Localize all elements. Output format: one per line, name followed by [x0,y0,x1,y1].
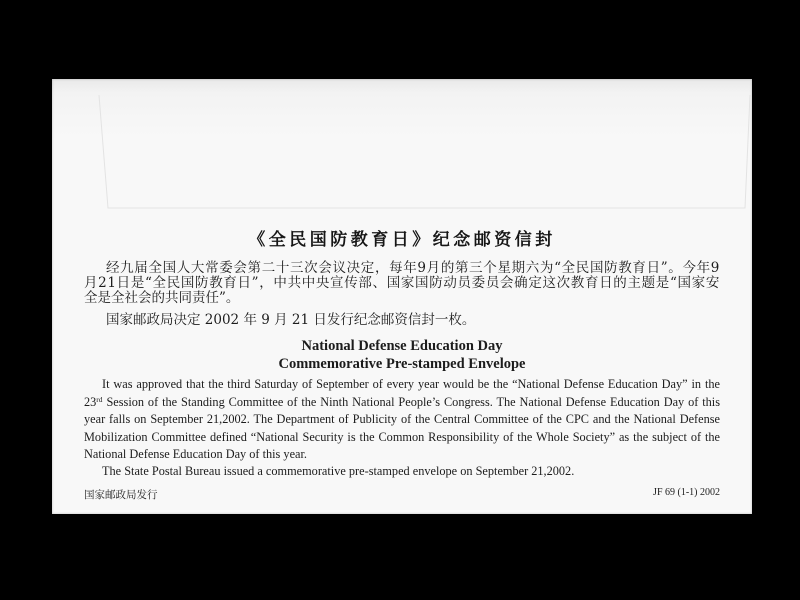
en-line-text: The State Postal Bureau issued a commemorative pre-stamped envelope on September 21,2002. [102,464,575,478]
en-line-text: National Defense Education Day of this year. [84,447,307,461]
en-heading-line: National Defense Education Day [301,338,503,354]
session-number: 23 [84,394,97,409]
cn-line [106,313,720,328]
en-line [84,446,720,464]
cn-line-text: 全是全社会的共同责任”。 [84,290,240,306]
cn-line-text: 月21日是“全民国防教育日”，中共中央宣传部、国家国防动员委员会确定这次教育日的主题是“国家安 [84,275,720,291]
en-line [102,463,720,481]
en-line [84,394,720,412]
en-line-text: It was approved that the third Saturday of September of every year would be the “National Defense Education Day” in the [102,377,720,391]
en-heading [84,337,720,373]
footer-issue-code: JF 69 (1-1) 2002 [653,487,720,498]
cn-line [84,291,720,306]
footer-issuer-cn: 国家邮政局发行 [84,489,158,501]
en-paragraph-1 [84,376,720,464]
cn-paragraph-2 [84,313,720,328]
en-line-text [84,395,720,409]
cn-line-text: 经九届全国人大常委会第二十三次会议决定，每年9月的第三个星期六为“全民国防教育日”。今年9 [106,260,720,276]
en-line-text: Mobilization Committee defined “National Security is the Common Responsibility of the Whole Society” as the subject of the [84,429,720,444]
cn-paragraph-1 [84,261,720,306]
en-line-text: year falls on September 21,2002. The Department of Publicity of the Central Committee of the CPC and the National Defense [84,412,720,426]
ordinal-suffix: rd [96,394,103,404]
en-line [84,429,720,447]
en-paragraph-2 [84,463,720,481]
en-line [84,411,720,429]
cn-line [106,261,720,276]
en-line [102,376,720,394]
cn-line [84,276,720,291]
cn-line-text: 国家邮政局决定 2002 年 9 月 21 日发行纪念邮资信封一枚。 [106,312,476,328]
envelope-title-cn: 《全民国防教育日》纪念邮资信封 [248,230,556,250]
en-heading-line: Commemorative Pre-stamped Envelope [278,356,526,372]
envelope-back [52,79,752,514]
en-line-rest: Session of the Standing Committee of the Ninth National People’s Congress. The National Defense Education Day of this [102,394,720,409]
